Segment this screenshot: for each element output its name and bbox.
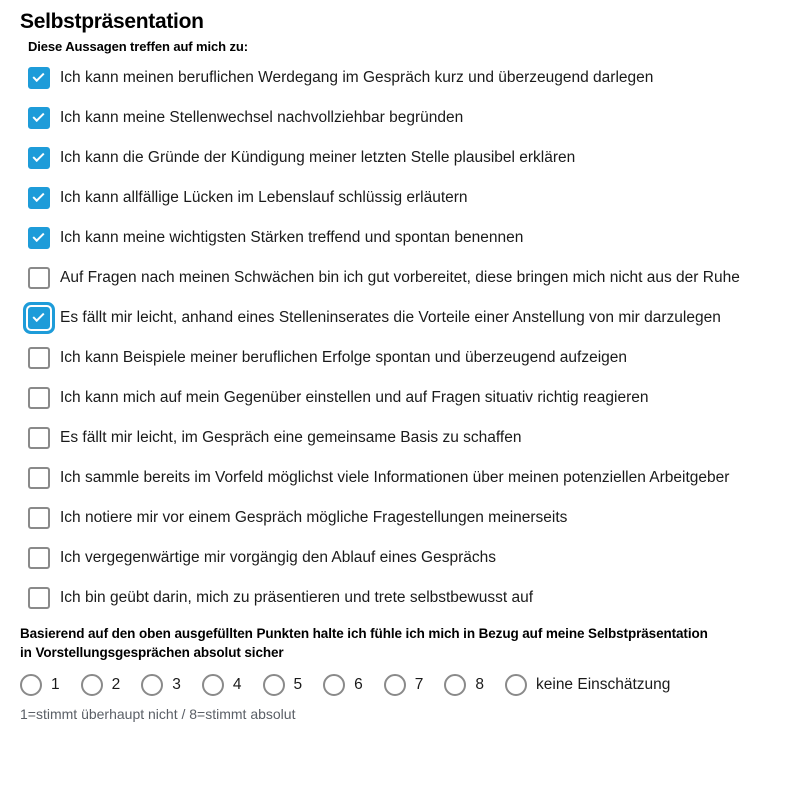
checkbox-item xyxy=(28,466,769,490)
page-title: Selbstpräsentation xyxy=(20,10,204,33)
radio-option-3 xyxy=(141,674,181,696)
checkbox-label: Ich kann meinen beruflichen Werdegang im Gespräch kurz und überzeugend darlegen xyxy=(60,69,654,86)
checkbox[interactable] xyxy=(28,587,50,609)
radio-option-5 xyxy=(263,674,303,696)
checkbox-item xyxy=(28,426,769,450)
checkbox-label: Ich vergegenwärtige mir vorgängig den Ablauf eines Gesprächs xyxy=(60,549,496,566)
checkmark-icon xyxy=(32,190,44,202)
checkbox-label: Ich kann meine wichtigsten Stärken treffend und spontan benennen xyxy=(60,229,524,246)
rating-scale-legend: 1=stimmt überhaupt nicht / 8=stimmt absolut xyxy=(20,706,296,722)
checkbox-label: Es fällt mir leicht, anhand eines Stelleninserates die Vorteile einer Anstellung von mir darzulegen xyxy=(60,309,721,326)
checkbox[interactable] xyxy=(28,467,50,489)
checkbox-item xyxy=(28,66,769,90)
checkbox-item xyxy=(28,266,769,290)
checkbox-item xyxy=(28,186,769,210)
radio-label: 6 xyxy=(354,676,363,693)
radio-button[interactable] xyxy=(20,674,42,696)
checkbox-list xyxy=(28,66,769,610)
checkmark-icon xyxy=(32,150,44,162)
checkbox-item xyxy=(28,146,769,170)
checkbox[interactable] xyxy=(28,67,50,89)
checkbox[interactable] xyxy=(28,427,50,449)
radio-button[interactable] xyxy=(505,674,527,696)
checkbox[interactable] xyxy=(28,147,50,169)
radio-label: 2 xyxy=(111,676,121,693)
radio-option-keine-einsch-tzung xyxy=(505,674,670,696)
checkbox-label: Ich bin geübt darin, mich zu präsentieren und trete selbstbewusst auf xyxy=(60,589,534,606)
radio-label: keine Einschätzung xyxy=(536,676,671,693)
radio-button[interactable] xyxy=(323,674,345,696)
checkmark-icon xyxy=(32,310,44,322)
checkbox-item xyxy=(28,346,769,370)
rating-radio-group xyxy=(20,674,769,696)
rating-question-label: Basierend auf den oben ausgefüllten Punkten halte ich fühle ich mich in Bezug auf meine Selbstpräsentation in Vorstellungsgesprächen absolut sicher xyxy=(20,626,708,660)
checkbox-item xyxy=(28,586,769,610)
checkbox-item xyxy=(28,306,769,330)
checkmark-icon xyxy=(32,110,44,122)
radio-button[interactable] xyxy=(141,674,163,696)
radio-option-4 xyxy=(202,674,242,696)
radio-label: 1 xyxy=(51,676,60,693)
checkbox-label: Ich kann mich auf mein Gegenüber einstellen und auf Fragen situativ richtig reagieren xyxy=(60,389,649,406)
checkbox-label: Ich sammle bereits im Vorfeld möglichst viele Informationen über meinen potenziellen Arbeitgeber xyxy=(60,469,730,486)
checkbox-label: Ich notiere mir vor einem Gespräch mögliche Fragestellungen meinerseits xyxy=(60,509,568,526)
checkbox-label: Ich kann meine Stellenwechsel nachvollziehbar begründen xyxy=(60,109,464,126)
radio-option-7 xyxy=(384,674,424,696)
checkbox[interactable] xyxy=(28,107,50,129)
checkbox[interactable] xyxy=(28,267,50,289)
checkbox-label: Ich kann Beispiele meiner beruflichen Erfolge spontan und überzeugend aufzeigen xyxy=(60,349,627,366)
checkbox[interactable] xyxy=(28,387,50,409)
checkbox[interactable] xyxy=(28,307,50,329)
checkbox-item xyxy=(28,506,769,530)
radio-label: 5 xyxy=(293,676,303,693)
checkbox-label: Ich kann die Gründe der Kündigung meiner letzten Stelle plausibel erklären xyxy=(60,149,576,166)
checkbox-label: Es fällt mir leicht, im Gespräch eine gemeinsame Basis zu schaffen xyxy=(60,429,522,446)
radio-label: 3 xyxy=(172,676,181,693)
checkbox-item xyxy=(28,546,769,570)
radio-button[interactable] xyxy=(81,674,103,696)
radio-label: 7 xyxy=(414,676,424,693)
checkbox-section-subtitle: Diese Aussagen treffen auf mich zu: xyxy=(28,39,248,54)
checkbox-item xyxy=(28,386,769,410)
radio-button[interactable] xyxy=(444,674,466,696)
radio-label: 8 xyxy=(475,676,484,693)
checkbox-label: Auf Fragen nach meinen Schwächen bin ich gut vorbereitet, diese bringen mich nicht aus der Ruhe xyxy=(60,269,740,286)
checkmark-icon xyxy=(32,230,44,242)
radio-option-1 xyxy=(20,674,60,696)
radio-button[interactable] xyxy=(384,674,406,696)
radio-button[interactable] xyxy=(202,674,224,696)
checkmark-icon xyxy=(32,70,44,82)
radio-option-6 xyxy=(323,674,363,696)
checkbox-label: Ich kann allfällige Lücken im Lebenslauf schlüssig erläutern xyxy=(60,189,468,206)
checkbox[interactable] xyxy=(28,547,50,569)
radio-button[interactable] xyxy=(263,674,285,696)
checkbox-item xyxy=(28,226,769,250)
checkbox[interactable] xyxy=(28,227,50,249)
checkbox[interactable] xyxy=(28,507,50,529)
radio-label: 4 xyxy=(232,676,242,693)
checkbox[interactable] xyxy=(28,347,50,369)
radio-option-8 xyxy=(444,674,484,696)
checkbox[interactable] xyxy=(28,187,50,209)
checkbox-item xyxy=(28,106,769,130)
radio-option-2 xyxy=(81,674,121,696)
